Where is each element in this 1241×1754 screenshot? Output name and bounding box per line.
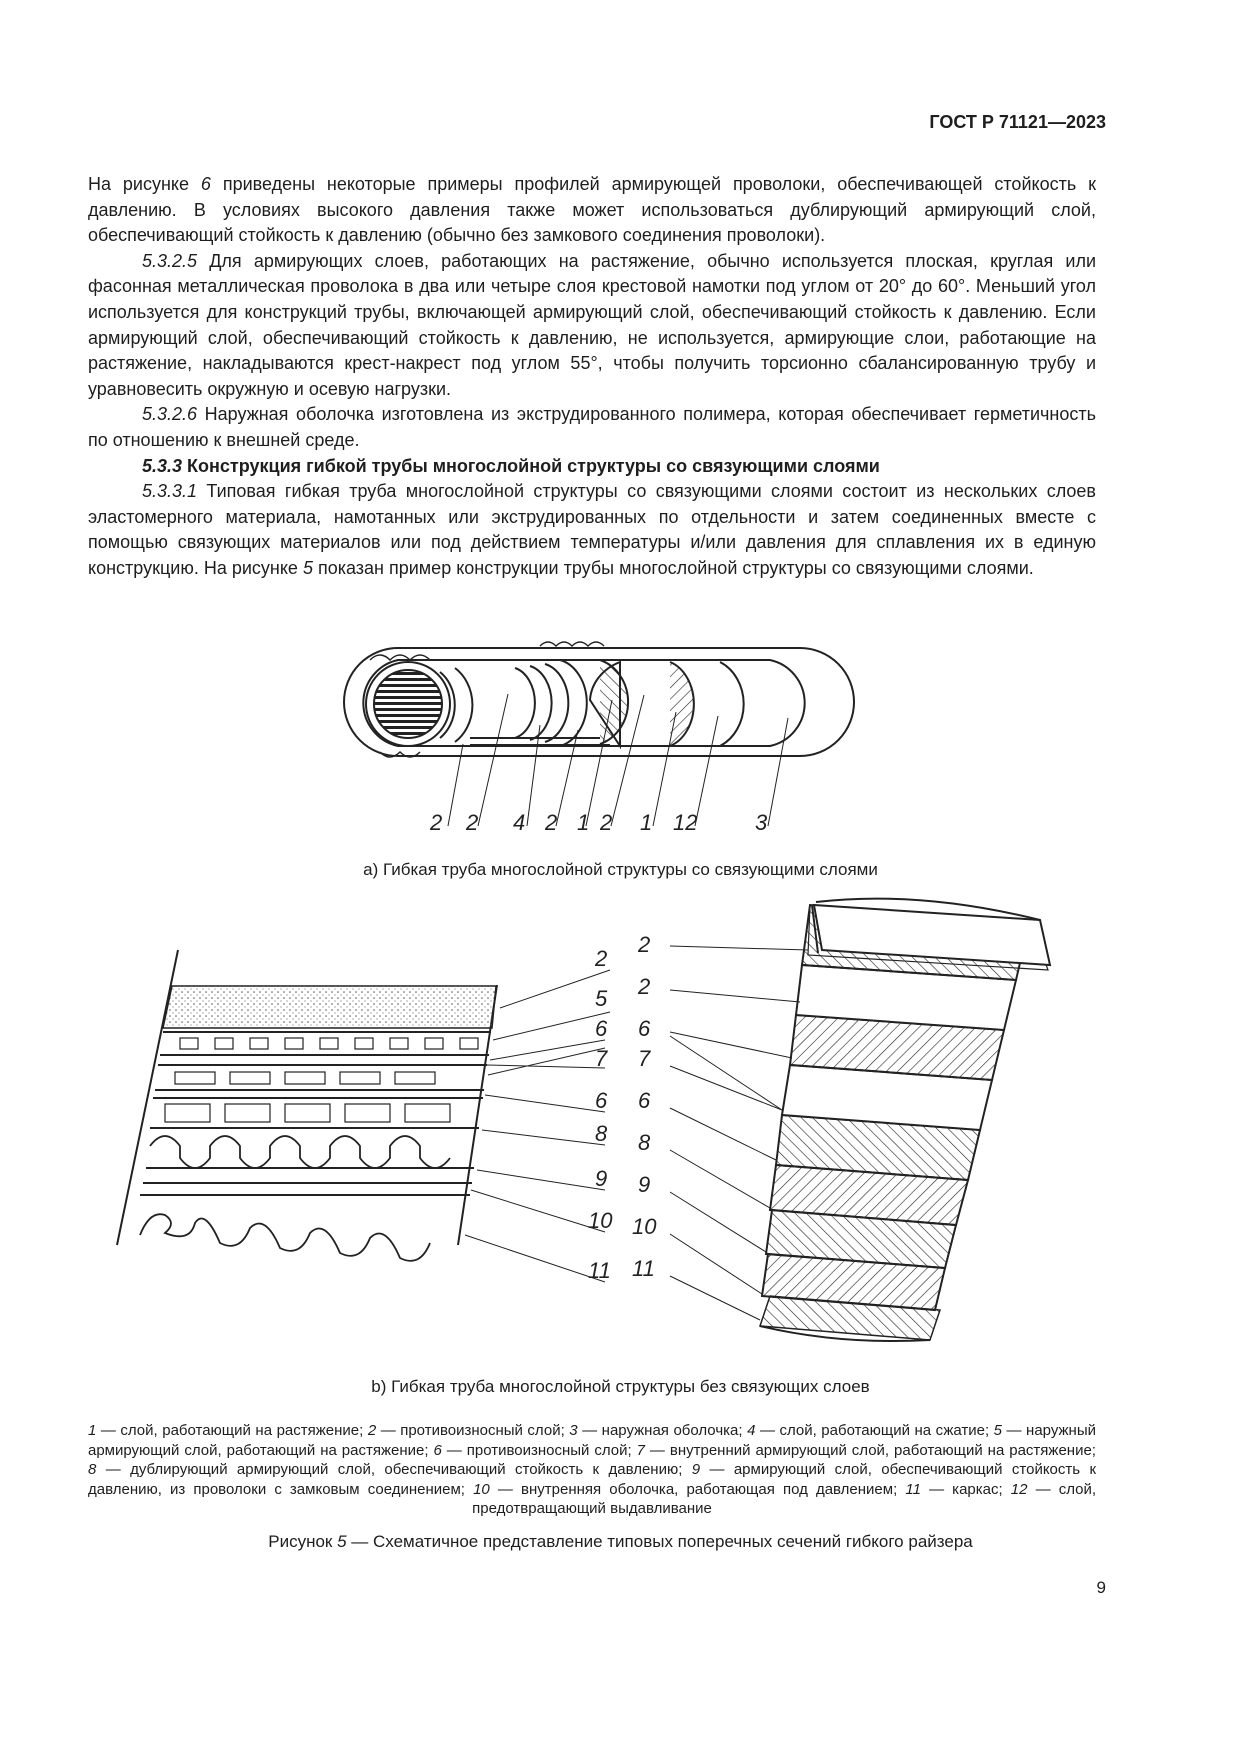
label: 7 xyxy=(595,1046,608,1071)
label: 4 xyxy=(513,810,526,835)
figure-ref: 5 xyxy=(302,557,313,578)
legend-number: 8 xyxy=(88,1461,97,1478)
legend-text: — наружная оболочка; xyxy=(577,1422,748,1439)
figure-ref: 6 xyxy=(200,174,211,194)
label: 8 xyxy=(595,1121,608,1146)
figure-a-labels xyxy=(429,810,768,835)
legend-text: — внутренняя оболочка, работающая под давлением; xyxy=(489,1480,906,1498)
figure-legend xyxy=(88,1421,1096,1519)
clause-number: 5.3.3 xyxy=(142,455,183,476)
label: 2 xyxy=(600,810,613,835)
text: Типовая гибкая труба многослойной структуры со связующими слоями состоит из нескольких слоев эластомерного материала, намотанных или экструдированных по отдельности и затем соединенных вместе с помощью связующих материалов или под действием температуры и/или давления для сплавления их в единую конструкцию. На рисунке xyxy=(88,481,1096,578)
legend-text: — противоизносный слой; xyxy=(441,1441,637,1459)
label: 1 xyxy=(577,810,590,835)
figure-a-pipe xyxy=(344,642,854,757)
label: 1 xyxy=(640,810,653,835)
label: 5 xyxy=(595,986,608,1011)
legend-text: — дублирующий армирующий слой, обеспечивающий стойкость к давлению; xyxy=(96,1461,692,1478)
figure-title-text: Рисунок xyxy=(268,1532,338,1551)
figure-title xyxy=(0,1532,1241,1552)
label: 8 xyxy=(638,1130,651,1155)
figure-a-caption: а) Гибкая труба многослойной структуры со связующими слоями xyxy=(363,860,878,879)
legend-number: 7 xyxy=(636,1441,645,1459)
figure-b-caption: b) Гибкая труба многослойной структуры без связующих слоев xyxy=(371,1377,870,1396)
label: 3 xyxy=(755,810,768,835)
label: 10 xyxy=(588,1208,613,1233)
legend-number: 6 xyxy=(433,1441,442,1459)
legend-number: 2 xyxy=(367,1422,377,1439)
page-number: 9 xyxy=(1096,1578,1106,1597)
legend-number: 10 xyxy=(473,1480,490,1498)
heading-text: Конструкция гибкой трубы многослойной структуры со связующими слоями xyxy=(182,455,880,476)
figure-b-left-wall xyxy=(117,950,497,1261)
text: На рисунке xyxy=(88,174,201,194)
label: 2 xyxy=(595,946,608,971)
figure-number: 5 xyxy=(337,1532,347,1551)
figure-b-right-pipe xyxy=(760,899,1050,1341)
label: 9 xyxy=(638,1172,651,1197)
text: Для армирующих слоев, работающих на растяжение, обычно используется плоская, круглая или фасонная металлическая проволока в два или четыре слоя крестовой намотки под углом от 20° до 60°. Меньший угол используется для конструкций трубы, включающей армирующий слой, обеспечивающий стойкость к давлению. Если армирующий слой, обеспечивающий стойкость к давлению, не используется, армирующие слои, работающие на растяжение, накладываются крест-накрест под углом 55°, чтобы получить торсионно сбалансированную трубу и уравновесить окружную и осевую нагрузки. xyxy=(88,250,1096,399)
legend-text: — внутренний армирующий слой, работающий на растяжение; xyxy=(644,1441,1096,1459)
legend-text: — каркас; xyxy=(920,1480,1011,1498)
label: 6 xyxy=(595,1088,608,1113)
legend-number: 9 xyxy=(691,1461,701,1478)
legend-number: 12 xyxy=(1010,1480,1028,1498)
legend-number: 3 xyxy=(569,1422,578,1439)
label: 2 xyxy=(430,810,443,835)
legend-number: 1 xyxy=(88,1422,97,1439)
label: 10 xyxy=(632,1214,657,1239)
clause-number: 5.3.2.6 xyxy=(142,404,198,425)
label: 9 xyxy=(595,1166,608,1191)
legend-number: 4 xyxy=(747,1422,756,1439)
legend-text: — противоизносный слой; xyxy=(376,1422,570,1439)
text: Наружная оболочка изготовлена из экструдированного полимера, которая обеспечивает герметичность по отношению к внешней среде. xyxy=(88,404,1096,450)
legend-text: — слой, работающий на сжатие; xyxy=(755,1422,994,1439)
clause-number: 5.3.2.5 xyxy=(142,250,198,271)
legend-text: — армирующий слой, обеспечивающий стойкость к давлению, из проволоки с замковым соединением; xyxy=(88,1461,1097,1498)
text: приведены некоторые примеры профилей армирующей проволоки, обеспечивающей стойкость к давлению. В условиях высокого давления также может использоваться дублирующий армирующий слой, обеспечивающий стойкость к давлению (обычно без замкового соединения проволоки). xyxy=(88,174,1096,246)
clause-number: 5.3.3.1 xyxy=(142,481,198,502)
label: 11 xyxy=(588,1258,611,1283)
legend-number: 5 xyxy=(993,1422,1002,1439)
figure-b-left-labels xyxy=(588,946,613,1283)
figure-b-right-labels xyxy=(632,932,657,1281)
label: 11 xyxy=(632,1256,655,1281)
label: 7 xyxy=(638,1046,651,1071)
legend-text: — слой, работающий на растяжение; xyxy=(96,1422,368,1439)
label: 2 xyxy=(638,974,651,999)
label: 12 xyxy=(673,810,698,835)
legend-number: 11 xyxy=(905,1480,921,1498)
text: показан пример конструкции трубы многослойной структуры со связующими слоями. xyxy=(312,557,1034,578)
label: 2 xyxy=(466,810,479,835)
label: 2 xyxy=(638,932,651,957)
label: 2 xyxy=(545,810,558,835)
label: 6 xyxy=(638,1016,651,1041)
label: 6 xyxy=(638,1088,651,1113)
legend-text: — слой, предотвращающий выдавливание xyxy=(472,1480,1097,1517)
document-standard-header: ГОСТ Р 71121—2023 xyxy=(929,112,1106,132)
legend-text: — наружный армирующий слой, работающий на растяжение; xyxy=(88,1422,1096,1459)
figure-title-text: — Схематичное представление типовых поперечных сечений гибкого райзера xyxy=(346,1532,973,1551)
label: 6 xyxy=(595,1016,608,1041)
